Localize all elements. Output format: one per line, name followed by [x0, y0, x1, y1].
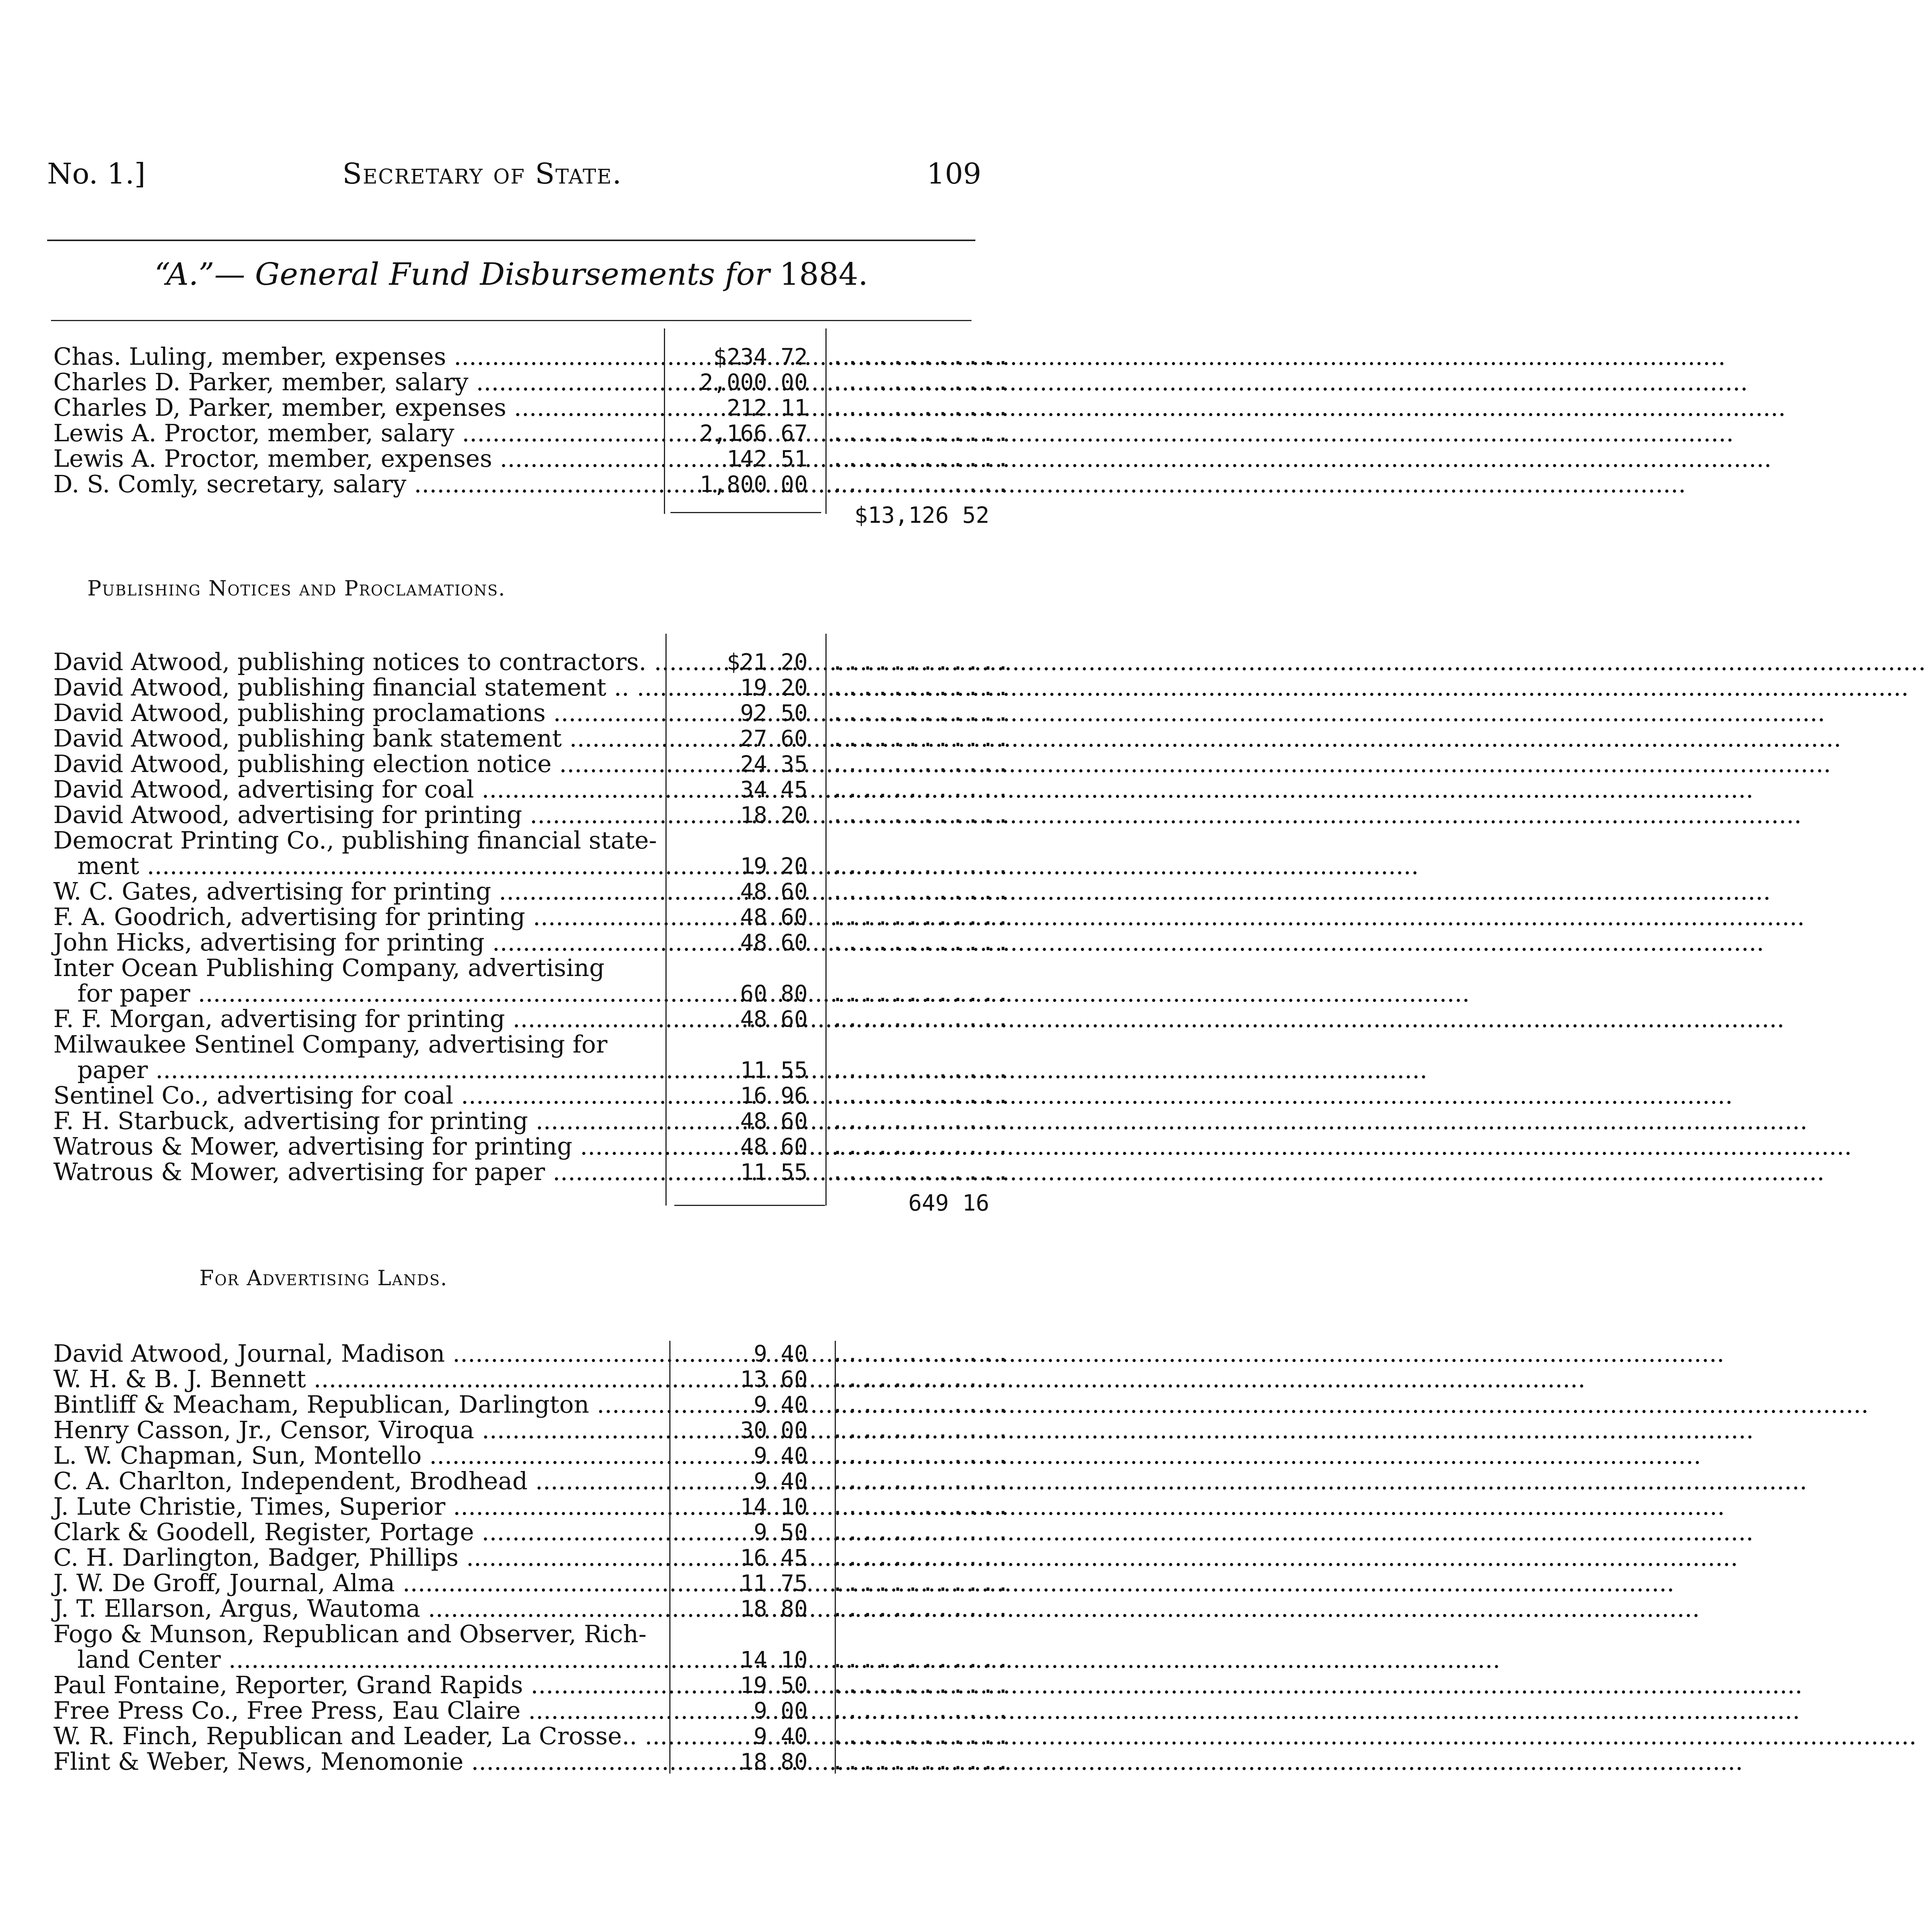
- table-row-continued: [0, 1032, 1187, 1057]
- row-total-leader: ............: [831, 904, 1012, 930]
- table-row: [0, 1519, 1187, 1545]
- row-description: Watrous & Mower, advertising for printing .....: [53, 1134, 664, 1159]
- table-row: [0, 1570, 1187, 1596]
- row-amount: 92 50: [740, 700, 808, 726]
- row-total-leader: ............: [831, 1417, 1012, 1443]
- row-amount: 2,166 67: [699, 420, 808, 446]
- table-row: [0, 649, 1187, 675]
- row-total-leader: ............: [831, 1595, 1012, 1622]
- row-amount: 48 60: [740, 904, 808, 930]
- table-row: [0, 446, 1187, 471]
- row-total-leader: ............: [831, 1391, 1012, 1418]
- row-total-leader: ............: [831, 1697, 1012, 1724]
- row-amount: 48 60: [740, 1108, 808, 1134]
- page-header-title: Secretary of State.: [342, 157, 622, 190]
- row-description: Flint & Weber, News, Menomonie .....: [53, 1749, 664, 1774]
- table-row: [0, 420, 1187, 446]
- table-row: [0, 1083, 1187, 1108]
- row-amount: 19 20: [740, 674, 808, 701]
- row-amount: 27 60: [740, 725, 808, 752]
- table-row: [0, 1545, 1187, 1570]
- row-description-line: Democrat Printing Co., publishing financial state-: [53, 826, 657, 854]
- table-row: [0, 344, 1187, 369]
- row-description: J. W. De Groff, Journal, Alma .....: [53, 1570, 664, 1596]
- row-description: John Hicks, advertising for printing .....: [53, 930, 664, 955]
- table-row: [0, 1647, 1187, 1672]
- row-total-leader: ............: [831, 344, 1012, 370]
- row-description: C. H. Darlington, Badger, Phillips .....: [53, 1545, 664, 1570]
- row-amount: 48 60: [740, 1133, 808, 1160]
- page-number: 109: [927, 157, 982, 190]
- row-description: L. W. Chapman, Sun, Montello .....: [53, 1443, 664, 1468]
- row-description: Clark & Goodell, Register, Portage .....: [53, 1519, 664, 1545]
- row-total-leader: ............: [831, 751, 1012, 777]
- column-divider: [669, 1341, 670, 1774]
- column-divider: [825, 634, 827, 1206]
- row-description: David Atwood, publishing bank statement .....: [53, 726, 664, 751]
- row-description: C. A. Charlton, Independent, Brodhead .....: [53, 1468, 664, 1494]
- row-total-leader: ............: [831, 649, 1012, 675]
- sum-rule: [674, 1205, 825, 1206]
- table-row: [0, 1494, 1187, 1519]
- sum-rule: [670, 512, 821, 513]
- table-row: [0, 981, 1187, 1006]
- table-row-continued: [0, 828, 1187, 853]
- row-amount: 18 80: [740, 1748, 808, 1775]
- row-amount: 19 20: [740, 853, 808, 879]
- row-amount: 19 50: [740, 1672, 808, 1698]
- row-amount: 11 55: [740, 1057, 808, 1083]
- column-divider: [665, 634, 667, 1206]
- row-description-line: Fogo & Munson, Republican and Observer, Rich-: [53, 1620, 647, 1648]
- row-total-leader: ............: [831, 1442, 1012, 1469]
- title-rule: [51, 320, 972, 321]
- column-divider: [835, 1341, 836, 1774]
- table-title-year: 1884.: [779, 256, 868, 292]
- row-total-leader: ............: [831, 802, 1012, 828]
- row-description-line: Inter Ocean Publishing Company, advertising: [53, 954, 605, 982]
- row-total-leader: ............: [831, 1519, 1012, 1545]
- row-total-leader: ............: [831, 1493, 1012, 1520]
- table-row: [0, 1443, 1187, 1468]
- row-total-leader: ............: [831, 776, 1012, 803]
- row-description: David Atwood, Journal, Madison .....: [53, 1341, 664, 1366]
- table-row: [0, 395, 1187, 420]
- table-row: [0, 1134, 1187, 1159]
- row-description: land Center .....: [77, 1647, 688, 1672]
- row-amount: 9 40: [754, 1391, 808, 1418]
- table-row: [0, 1468, 1187, 1494]
- row-total-leader: ............: [831, 700, 1012, 726]
- row-description: David Atwood, publishing notices to contractors. .....: [53, 649, 664, 675]
- section-heading: For Advertising Lands.: [199, 1266, 448, 1290]
- table-row: [0, 1366, 1187, 1392]
- row-amount: 2,000 00: [699, 369, 808, 395]
- row-amount: 30 00: [740, 1417, 808, 1443]
- table-row: [0, 1392, 1187, 1417]
- row-description: Chas. Luling, member, expenses .....: [53, 344, 664, 369]
- row-total-leader: ............: [831, 1723, 1012, 1749]
- row-total-leader: ............: [831, 1748, 1012, 1775]
- row-description-line: Milwaukee Sentinel Company, advertising for: [53, 1030, 607, 1058]
- row-total-leader: ............: [831, 1006, 1012, 1032]
- row-amount: 1,800 00: [699, 471, 808, 497]
- row-description: for paper .....: [77, 981, 688, 1006]
- header-rule: [47, 240, 975, 241]
- row-description: Paul Fontaine, Reporter, Grand Rapids .....: [53, 1672, 664, 1698]
- table-title: [47, 255, 975, 294]
- row-description: Free Press Co., Free Press, Eau Claire .....: [53, 1698, 664, 1723]
- row-description: D. S. Comly, secretary, salary .....: [53, 471, 664, 497]
- row-description: Watrous & Mower, advertising for paper .....: [53, 1159, 664, 1185]
- table-row: [0, 1596, 1187, 1621]
- page-header-left: No. 1.]: [47, 157, 146, 190]
- row-description: David Atwood, publishing financial statement .. .....: [53, 675, 664, 700]
- row-description: F. H. Starbuck, advertising for printing .....: [53, 1108, 664, 1134]
- row-amount: 48 60: [740, 1006, 808, 1032]
- row-total-leader: ............: [831, 1082, 1012, 1109]
- row-total-leader: ............: [831, 446, 1012, 472]
- row-description: Lewis A. Proctor, member, expenses .....: [53, 446, 664, 471]
- table-row: [0, 369, 1187, 395]
- row-description: F. F. Morgan, advertising for printing .....: [53, 1006, 664, 1032]
- row-total-leader: ............: [831, 1366, 1012, 1392]
- row-description: F. A. Goodrich, advertising for printing .....: [53, 904, 664, 930]
- row-description: Sentinel Co., advertising for coal .....: [53, 1083, 664, 1108]
- row-total-leader: ............: [831, 878, 1012, 905]
- row-amount: 142 51: [727, 446, 808, 472]
- row-total-leader: ............: [831, 929, 1012, 956]
- row-amount: $234 72: [713, 344, 808, 370]
- row-total-leader: ............: [831, 1340, 1012, 1367]
- row-amount: 9 00: [754, 1697, 808, 1724]
- row-amount: 11 75: [740, 1570, 808, 1596]
- row-amount: 9 40: [754, 1442, 808, 1469]
- row-amount: $21 20: [727, 649, 808, 675]
- row-description: David Atwood, advertising for printing .....: [53, 802, 664, 828]
- table-row: [0, 930, 1187, 955]
- row-amount: 9 40: [754, 1340, 808, 1367]
- row-amount: 9 50: [754, 1519, 808, 1545]
- row-total-leader: ............: [831, 1108, 1012, 1134]
- row-total-leader: ............: [831, 1468, 1012, 1494]
- row-amount: 18 80: [740, 1595, 808, 1622]
- row-description: W. R. Finch, Republican and Leader, La Crosse.. .....: [53, 1723, 664, 1749]
- table-title-text: “A.”— General Fund Disbursements for: [154, 256, 770, 292]
- table-row: [0, 1006, 1187, 1032]
- table-row: [0, 726, 1187, 751]
- row-total-leader: ............: [831, 1057, 1012, 1083]
- row-description: J. Lute Christie, Times, Superior .....: [53, 1494, 664, 1519]
- row-amount: 9 40: [754, 1723, 808, 1749]
- column-divider: [825, 328, 827, 514]
- row-total-leader: ............: [831, 1570, 1012, 1596]
- row-description: David Atwood, advertising for coal .....: [53, 777, 664, 802]
- row-total-leader: ............: [831, 980, 1012, 1007]
- section-heading: Publishing Notices and Proclamations.: [87, 576, 506, 600]
- table-row-continued: [0, 1621, 1187, 1647]
- row-description: ment .....: [77, 853, 688, 879]
- row-description: David Atwood, publishing election notice .....: [53, 751, 664, 777]
- row-description: Henry Casson, Jr., Censor, Viroqua .....: [53, 1417, 664, 1443]
- table-row: [0, 1698, 1187, 1723]
- row-amount: 14 10: [740, 1493, 808, 1520]
- subtotal: 649 16: [908, 1190, 989, 1216]
- row-description: David Atwood, publishing proclamations .....: [53, 700, 664, 726]
- row-description: W. C. Gates, advertising for printing .....: [53, 879, 664, 904]
- row-description: Charles D, Parker, member, expenses .....: [53, 395, 664, 420]
- row-amount: 48 60: [740, 878, 808, 905]
- row-total-leader: ............: [831, 1159, 1012, 1185]
- table-row: [0, 1159, 1187, 1185]
- table-row: [0, 802, 1187, 828]
- row-amount: 16 45: [740, 1544, 808, 1571]
- row-description: paper .....: [77, 1057, 688, 1083]
- table-row: [0, 471, 1187, 497]
- subtotal: $13,126 52: [854, 502, 989, 528]
- table-row: [0, 1057, 1187, 1083]
- row-total-leader: ............: [831, 471, 1012, 497]
- row-total-leader: ............: [831, 853, 1012, 879]
- row-total-leader: ............: [831, 1544, 1012, 1571]
- row-description: J. T. Ellarson, Argus, Wautoma .....: [53, 1596, 664, 1621]
- table-row: [0, 1723, 1187, 1749]
- table-row: [0, 853, 1187, 879]
- row-total-leader: ............: [831, 1646, 1012, 1673]
- table-row: [0, 1417, 1187, 1443]
- row-amount: 9 40: [754, 1468, 808, 1494]
- row-total-leader: ............: [831, 395, 1012, 421]
- row-total-leader: ............: [831, 369, 1012, 395]
- table-row: [0, 777, 1187, 802]
- row-total-leader: ............: [831, 674, 1012, 701]
- row-total-leader: ............: [831, 1672, 1012, 1698]
- row-amount: 16 96: [740, 1082, 808, 1109]
- row-amount: 212 11: [727, 395, 808, 421]
- row-amount: 14 10: [740, 1646, 808, 1673]
- row-amount: 13 60: [740, 1366, 808, 1392]
- table-row: [0, 1672, 1187, 1698]
- table-row: [0, 675, 1187, 700]
- row-total-leader: ............: [831, 725, 1012, 752]
- row-amount: 11 55: [740, 1159, 808, 1185]
- table-row: [0, 700, 1187, 726]
- row-total-leader: ............: [831, 1133, 1012, 1160]
- row-amount: 34 45: [740, 776, 808, 803]
- column-divider: [664, 328, 665, 514]
- table-row: [0, 1341, 1187, 1366]
- table-row: [0, 751, 1187, 777]
- table-row: [0, 904, 1187, 930]
- row-description: Charles D. Parker, member, salary .....: [53, 369, 664, 395]
- row-description: Bintliff & Meacham, Republican, Darlington .....: [53, 1392, 664, 1417]
- table-row: [0, 879, 1187, 904]
- row-total-leader: ............: [831, 420, 1012, 446]
- row-amount: 60 80: [740, 980, 808, 1007]
- row-description: Lewis A. Proctor, member, salary .....: [53, 420, 664, 446]
- table-row-continued: [0, 955, 1187, 981]
- row-description: W. H. & B. J. Bennett .....: [53, 1366, 664, 1392]
- row-amount: 18 20: [740, 802, 808, 828]
- table-row: [0, 1108, 1187, 1134]
- row-amount: 48 60: [740, 929, 808, 956]
- table-row: [0, 1749, 1187, 1774]
- row-amount: 24 35: [740, 751, 808, 777]
